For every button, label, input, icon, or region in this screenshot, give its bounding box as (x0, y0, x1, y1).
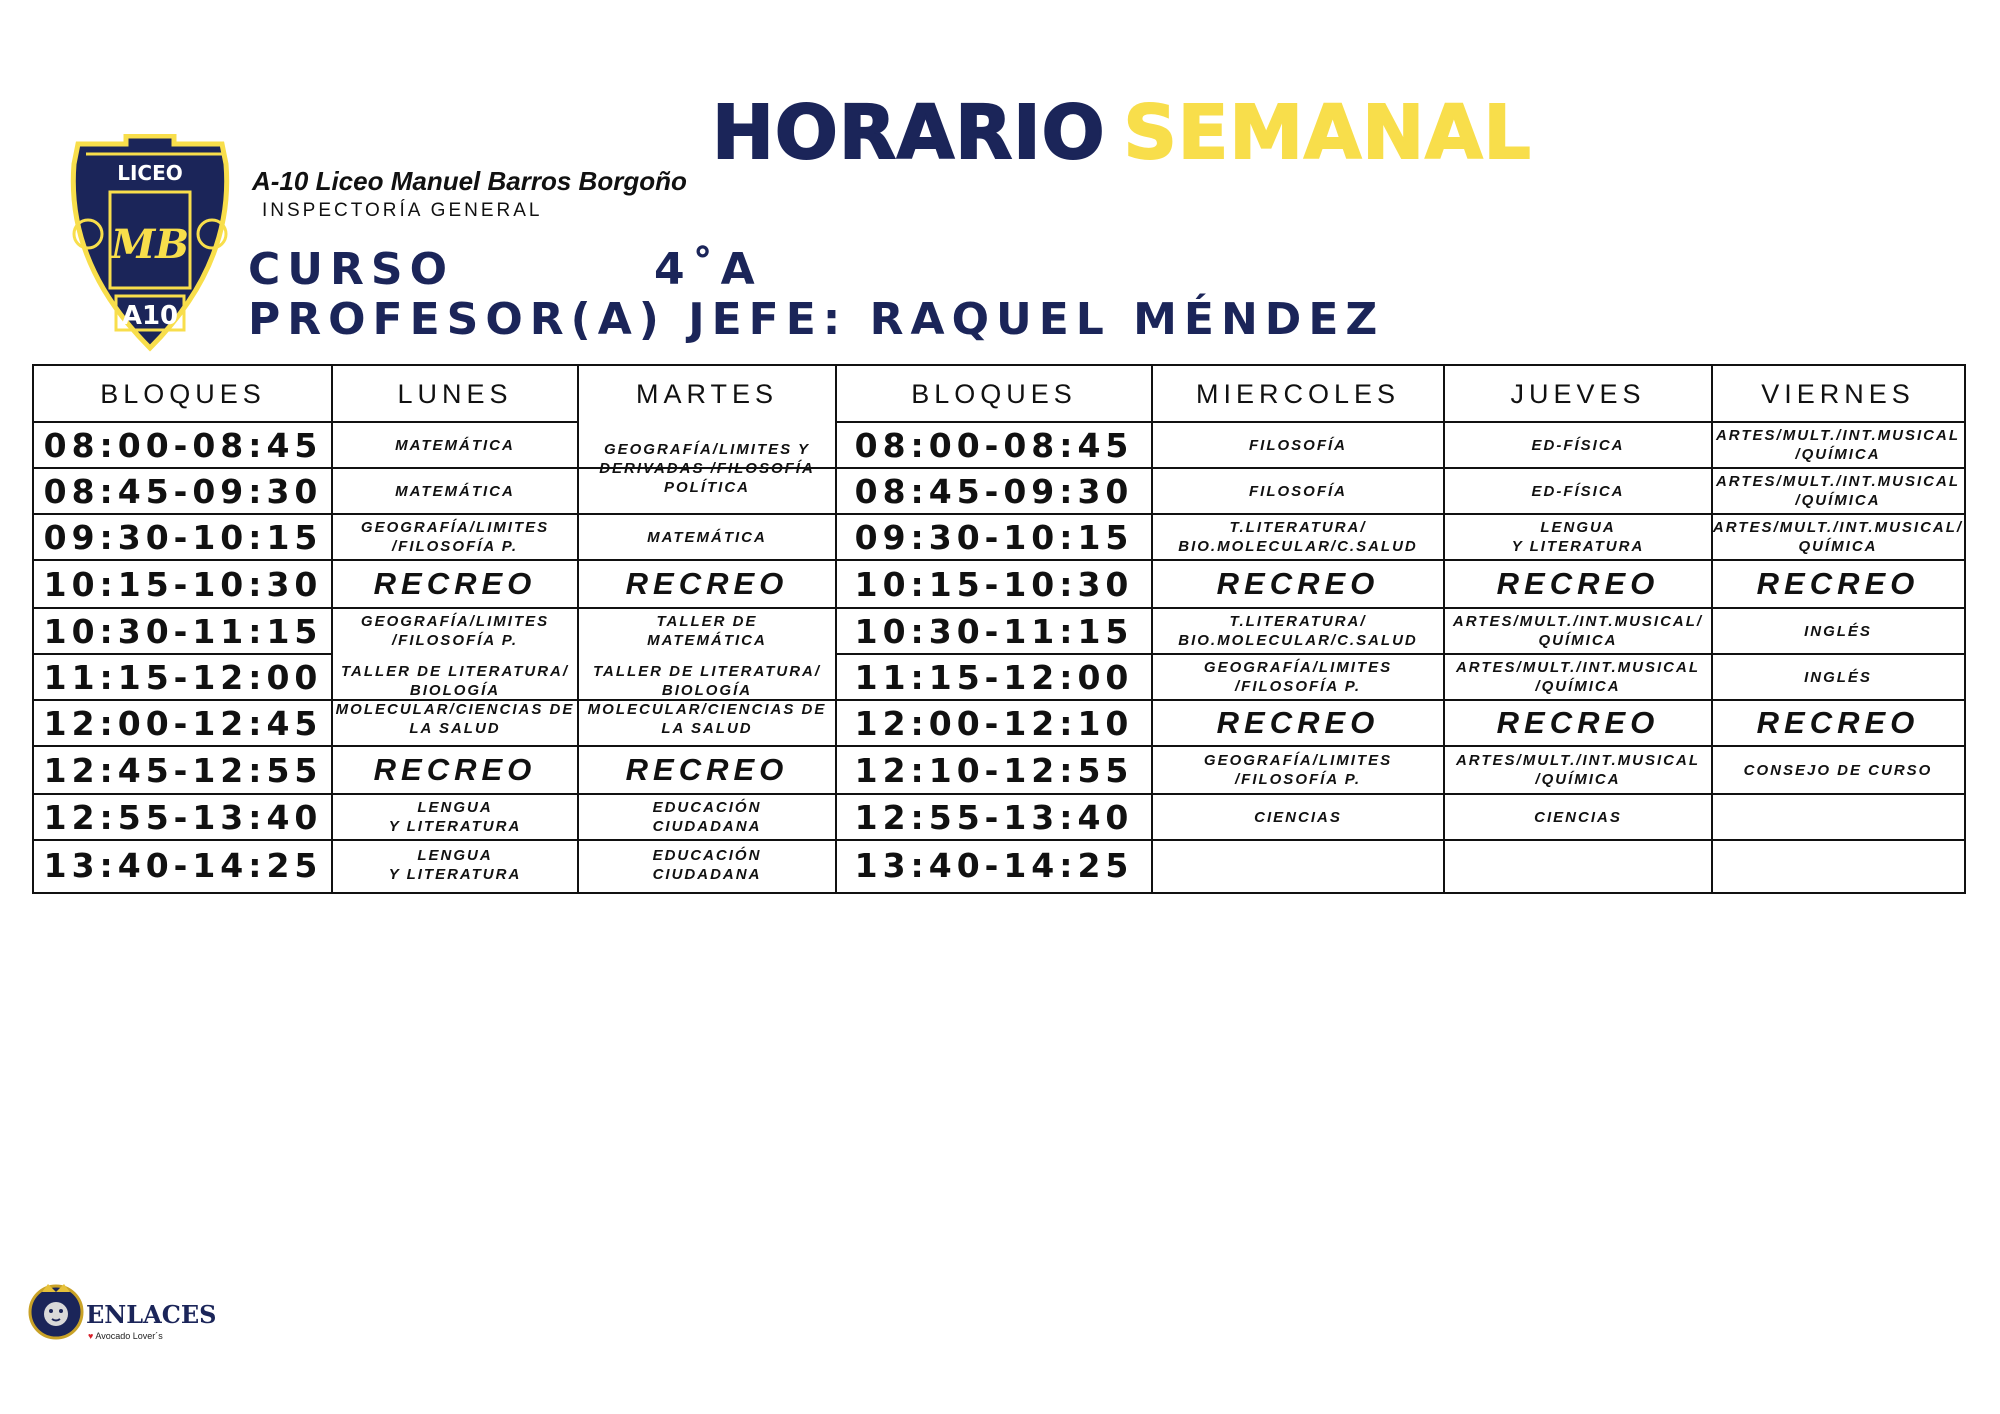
heart-icon: ♥ (88, 1331, 94, 1341)
viernes-cell: RECREO (1756, 705, 1920, 740)
column-header: JUEVES (1510, 378, 1646, 409)
column-header: VIERNES (1761, 378, 1915, 409)
viernes-cell: INGLÉS (1804, 668, 1872, 686)
time-block-left: 09:30-10:15 (43, 517, 323, 557)
time-block-right: 10:30-11:15 (854, 611, 1134, 651)
time-block-left: 13:40-14:25 (43, 845, 323, 885)
column-header: BLOQUES (911, 378, 1077, 409)
time-block-left: 12:45-12:55 (43, 750, 323, 790)
time-block-right: 12:00-12:10 (854, 703, 1134, 743)
column-header: MIERCOLES (1195, 378, 1401, 409)
jueves-cell: RECREO (1496, 566, 1660, 601)
martes-cell: TALLER DE LITERATURA/ BIOLOGÍA MOLECULAR/CIENCIAS DE LA SALUD (587, 663, 827, 737)
jueves-cell (1444, 840, 1712, 890)
viernes-cell (1712, 840, 1964, 890)
viernes-cell: CONSEJO DE CURSO (1743, 761, 1933, 779)
lunes-cell: RECREO (373, 752, 537, 787)
column-header: BLOQUES (100, 378, 266, 409)
crest-text-bottom: A10 (121, 301, 179, 331)
lunes-cell: LENGUA Y LITERATURA (388, 847, 522, 883)
time-block-left: 08:45-09:30 (43, 471, 323, 511)
time-block-left: 10:15-10:30 (43, 564, 323, 604)
martes-cell: MATEMÁTICA (647, 528, 767, 546)
time-block-left: 12:55-13:40 (43, 797, 323, 837)
footer-tagline (88, 1331, 163, 1341)
miercoles-cell: RECREO (1216, 566, 1380, 601)
course-line (248, 244, 762, 296)
time-block-left: 12:00-12:45 (43, 703, 323, 743)
jueves-cell: RECREO (1496, 705, 1660, 740)
lunes-cell: GEOGRAFÍA/LIMITES /FILOSOFÍA P. (360, 613, 550, 649)
footer-tagline-text: Avocado Lover´s (95, 1331, 163, 1341)
jueves-cell: ARTES/MULT./INT.MUSICAL /QUÍMICA (1455, 659, 1701, 695)
department-name: INSPECTORÍA GENERAL (262, 200, 543, 221)
time-block-right: 13:40-14:25 (854, 845, 1134, 885)
title-semanal: SEMANAL (1123, 90, 1532, 176)
time-block-left: 11:15-12:00 (43, 657, 323, 697)
time-block-right: 11:15-12:00 (854, 657, 1134, 697)
martes-cell: TALLER DE MATEMÁTICA (647, 613, 767, 649)
jueves-cell: LENGUA Y LITERATURA (1511, 519, 1645, 555)
viernes-cell: RECREO (1756, 566, 1920, 601)
page-title (712, 88, 1532, 178)
time-block-right: 12:55-13:40 (854, 797, 1134, 837)
time-block-right: 09:30-10:15 (854, 517, 1134, 557)
enlaces-lion-icon (26, 1280, 86, 1340)
miercoles-cell: RECREO (1216, 705, 1380, 740)
course-label: CURSO (248, 244, 454, 295)
crest-text-top: LICEO (117, 161, 183, 185)
column-header: MARTES (635, 378, 779, 409)
jueves-cell: CIENCIAS (1534, 808, 1622, 826)
martes-cell: EDUCACIÓN CIUDADANA (652, 847, 762, 883)
miercoles-cell: GEOGRAFÍA/LIMITES /FILOSOFÍA P. (1203, 659, 1393, 695)
miercoles-cell: T.LITERATURA/ BIO.MOLECULAR/C.SALUD (1178, 613, 1418, 649)
time-block-right: 08:45-09:30 (854, 471, 1134, 511)
miercoles-cell: FILOSOFÍA (1249, 436, 1347, 454)
time-block-left: 10:30-11:15 (43, 611, 323, 651)
title-horario: HORARIO (712, 90, 1106, 176)
footer-brand: ENLACES (86, 1300, 217, 1329)
miercoles-cell: FILOSOFÍA (1249, 482, 1347, 500)
lunes-cell: LENGUA Y LITERATURA (388, 799, 522, 835)
school-name: A-10 Liceo Manuel Barros Borgoño (252, 166, 687, 196)
martes-cell: EDUCACIÓN CIUDADANA (652, 799, 762, 835)
viernes-cell: ARTES/MULT./INT.MUSICAL /QUÍMICA (1715, 427, 1961, 463)
time-block-right: 10:15-10:30 (854, 564, 1134, 604)
lunes-cell: TALLER DE LITERATURA/ BIOLOGÍA MOLECULAR/CIENCIAS DE LA SALUD (335, 663, 575, 737)
viernes-cell: ARTES/MULT./INT.MUSICAL /QUÍMICA (1715, 473, 1961, 509)
martes-cell: RECREO (625, 752, 789, 787)
time-block-right: 12:10-12:55 (854, 750, 1134, 790)
viernes-cell (1712, 794, 1964, 840)
school-crest-icon (64, 134, 236, 352)
miercoles-cell (1152, 840, 1444, 890)
teacher-line: PROFESOR(A) JEFE: RAQUEL MÉNDEZ (248, 294, 1385, 345)
jueves-cell: ED-FÍSICA (1531, 436, 1625, 454)
course-value: 4˚A (654, 244, 762, 295)
lunes-cell: MATEMÁTICA (395, 436, 515, 454)
miercoles-cell: T.LITERATURA/ BIO.MOLECULAR/C.SALUD (1178, 519, 1418, 555)
crest-monogram: MB (110, 221, 190, 268)
miercoles-cell: GEOGRAFÍA/LIMITES /FILOSOFÍA P. (1203, 752, 1393, 788)
miercoles-cell: CIENCIAS (1254, 808, 1342, 826)
schedule-table (32, 364, 1966, 894)
jueves-cell: ARTES/MULT./INT.MUSICAL /QUÍMICA (1455, 752, 1701, 788)
martes-cell: RECREO (625, 566, 789, 601)
time-block-left: 08:00-08:45 (43, 425, 323, 465)
viernes-cell: ARTES/MULT./INT.MUSICAL/ QUÍMICA (1712, 519, 1964, 555)
column-header: LUNES (397, 378, 513, 409)
lunes-cell: GEOGRAFÍA/LIMITES /FILOSOFÍA P. (360, 519, 550, 555)
lunes-cell: RECREO (373, 566, 537, 601)
jueves-cell: ED-FÍSICA (1531, 482, 1625, 500)
time-block-right: 08:00-08:45 (854, 425, 1134, 465)
lunes-cell: MATEMÁTICA (395, 482, 515, 500)
martes-cell: GEOGRAFÍA/LIMITES Y DERIVADAS /FILOSOFÍA POLÍTICA (599, 440, 815, 496)
jueves-cell: ARTES/MULT./INT.MUSICAL/ QUÍMICA (1452, 613, 1704, 649)
viernes-cell: INGLÉS (1804, 622, 1872, 640)
